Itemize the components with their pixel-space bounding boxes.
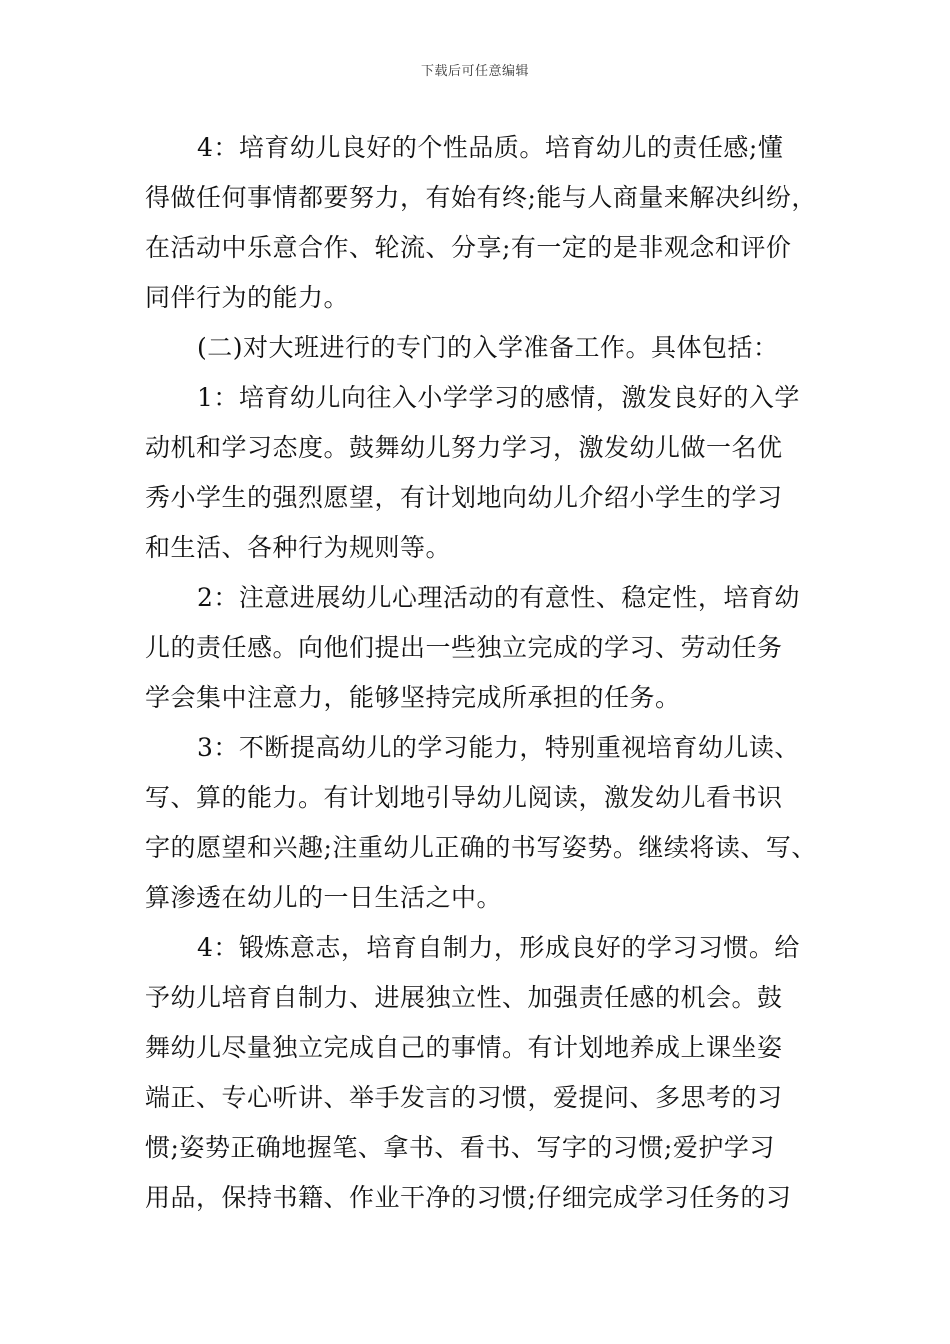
page-header: 下载后可任意编辑 [420, 64, 529, 79]
text-line: 舞幼儿尽量独立完成自己的事情。有计划地养成上课坐姿 [145, 1033, 783, 1062]
text-line: 端正、专心听讲、举手发言的习惯，爱提问、多思考的习 [145, 1083, 783, 1112]
text-line: 予幼儿培育自制力、进展独立性、加强责任感的机会。鼓 [145, 983, 783, 1012]
section-heading: (二)对大班进行的专门的入学准备工作。具体包括： [197, 333, 779, 362]
text-line: 得做任何事情都要努力，有始有终;能与人商量来解决纠纷， [145, 183, 817, 212]
text-line: 4：培育幼儿良好的个性品质。培育幼儿的责任感;懂 [197, 133, 784, 162]
text-line: 秀小学生的强烈愿望，有计划地向幼儿介绍小学生的学习 [145, 483, 783, 512]
text-line: 儿的责任感。向他们提出一些独立完成的学习、劳动任务 [145, 633, 783, 662]
text-line: 3：不断提高幼儿的学习能力，特别重视培育幼儿读、 [197, 733, 800, 762]
text-line: 用品，保持书籍、作业干净的习惯;仔细完成学习任务的习 [145, 1183, 792, 1212]
text-line: 2：注意进展幼儿心理活动的有意性、稳定性，培育幼 [197, 583, 800, 612]
text-line: 4：锻炼意志，培育自制力，形成良好的学习习惯。给 [197, 933, 800, 962]
text-line: 动机和学习态度。鼓舞幼儿努力学习，激发幼儿做一名优 [145, 433, 783, 462]
text-line: 学会集中注意力，能够坚持完成所承担的任务。 [145, 683, 681, 712]
text-line: 惯;姿势正确地握笔、拿书、看书、写字的习惯;爱护学习 [145, 1133, 775, 1162]
text-line: 字的愿望和兴趣;注重幼儿正确的书写姿势。继续将读、写、 [145, 833, 817, 862]
text-line: 在活动中乐意合作、轮流、分享;有一定的是非观念和评价 [145, 233, 792, 262]
text-line: 算渗透在幼儿的一日生活之中。 [145, 883, 503, 912]
text-line: 同伴行为的能力。 [145, 283, 350, 312]
text-line: 1：培育幼儿向往入小学学习的感情，激发良好的入学 [197, 383, 800, 412]
text-line: 写、算的能力。有计划地引导幼儿阅读，激发幼儿看书识 [145, 783, 783, 812]
text-line: 和生活、各种行为规则等。 [145, 533, 452, 562]
